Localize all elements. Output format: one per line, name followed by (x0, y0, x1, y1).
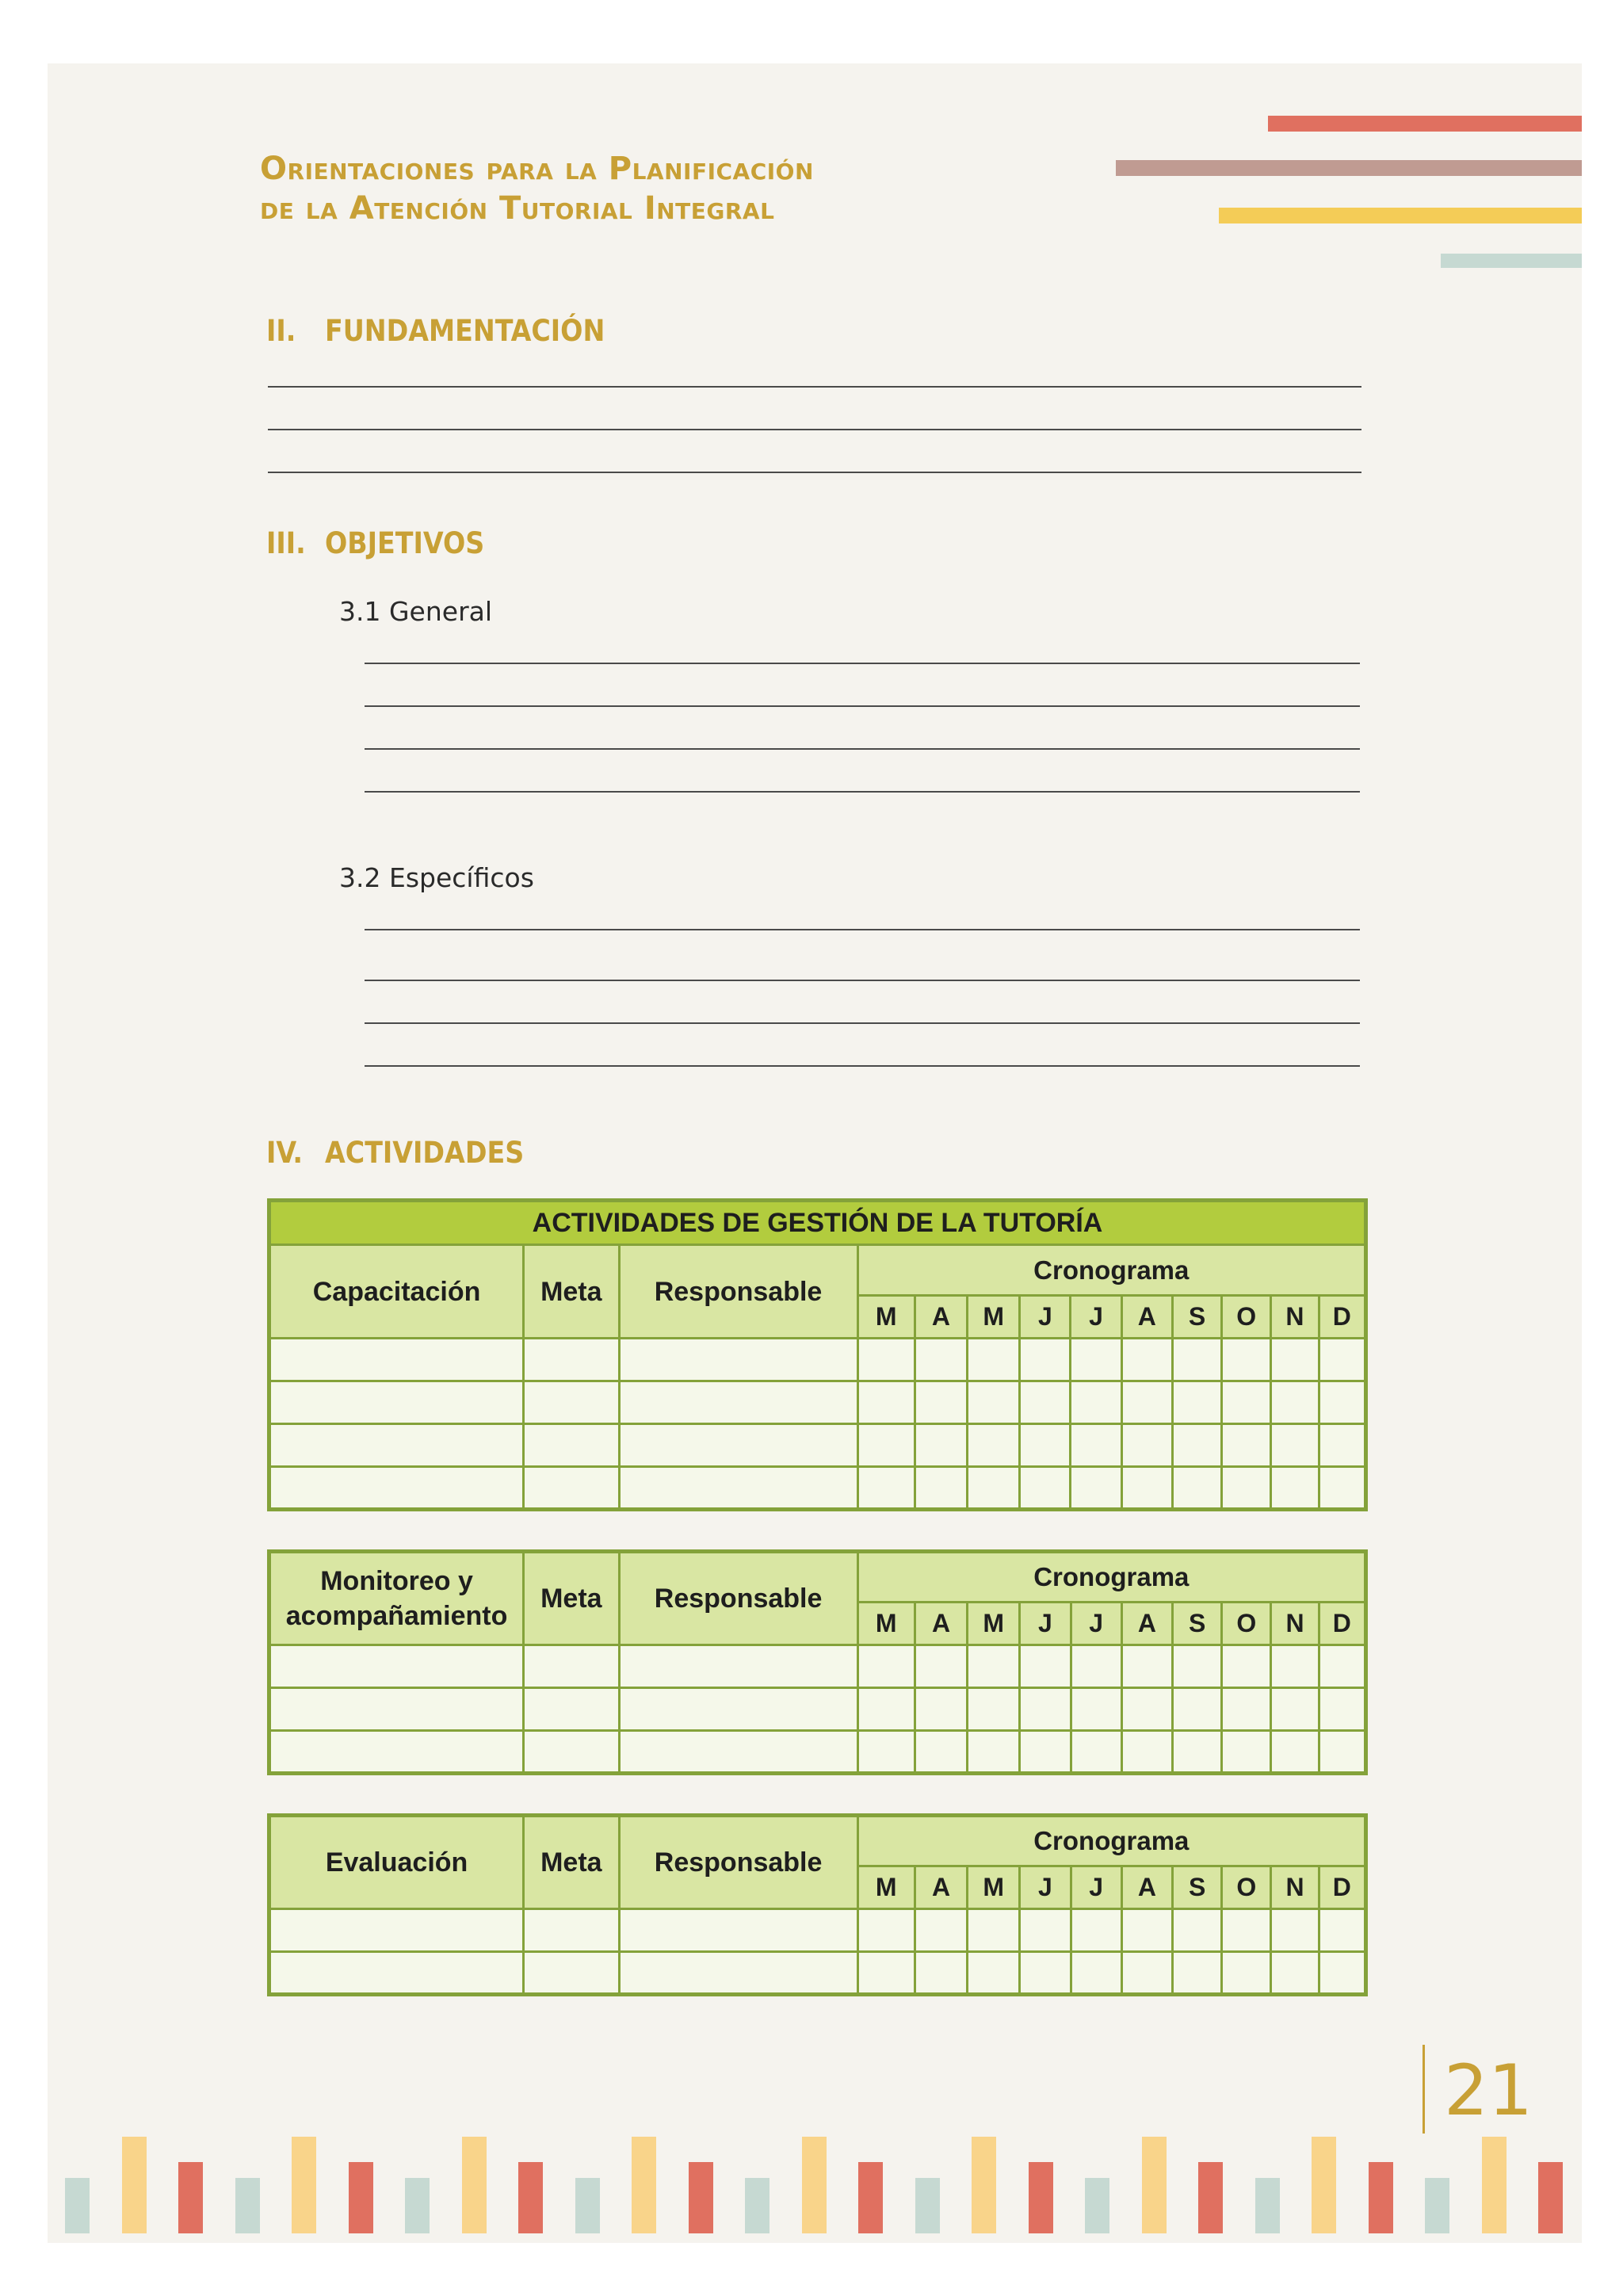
category-header: Evaluación (269, 1816, 524, 1909)
decor-bar (405, 2178, 430, 2233)
table-cell[interactable] (1319, 1909, 1365, 1952)
table-cell[interactable] (1319, 1381, 1365, 1424)
table-cell[interactable] (1071, 1381, 1121, 1424)
table-cell[interactable] (1121, 1467, 1172, 1510)
page-number-divider (1423, 2045, 1425, 2134)
decor-bar (745, 2178, 769, 2233)
table-cell[interactable] (269, 1467, 524, 1510)
table-cell[interactable] (1271, 1339, 1319, 1381)
table-cell[interactable] (269, 1909, 524, 1952)
table-cell[interactable] (968, 1688, 1020, 1731)
table-cell[interactable] (1173, 1645, 1222, 1688)
month-header: O (1222, 1866, 1271, 1909)
table-cell[interactable] (968, 1339, 1020, 1381)
table-cell[interactable] (915, 1339, 967, 1381)
table-cell[interactable] (1020, 1381, 1071, 1424)
table-cell[interactable] (1222, 1688, 1271, 1731)
month-header: A (1121, 1603, 1172, 1645)
table-cell[interactable] (915, 1688, 967, 1731)
table-cell[interactable] (857, 1467, 915, 1510)
table-row (269, 1909, 1366, 1952)
activity-table (267, 1549, 1368, 1775)
table-cell[interactable] (1271, 1424, 1319, 1467)
decor-bar (122, 2137, 147, 2233)
month-header: M (968, 1866, 1020, 1909)
table-cell[interactable] (857, 1731, 915, 1774)
decor-bar (1142, 2137, 1167, 2233)
table-cell[interactable] (857, 1381, 915, 1424)
table-cell[interactable] (857, 1645, 915, 1688)
table-cell[interactable] (968, 1467, 1020, 1510)
month-header: M (857, 1603, 915, 1645)
table-row (269, 1467, 1366, 1510)
table-cell[interactable] (619, 1381, 857, 1424)
table-cell[interactable] (1071, 1645, 1121, 1688)
table-cell[interactable] (1173, 1688, 1222, 1731)
decor-bar (1085, 2178, 1109, 2233)
table-cell[interactable] (1319, 1952, 1365, 1995)
decor-bar-coral (1268, 116, 1582, 132)
table-cell[interactable] (968, 1731, 1020, 1774)
writing-line[interactable] (268, 386, 1361, 388)
table-cell[interactable] (619, 1645, 857, 1688)
table-cell[interactable] (1173, 1909, 1222, 1952)
month-header: J (1071, 1603, 1121, 1645)
table-cell[interactable] (1319, 1731, 1365, 1774)
table-cell[interactable] (1222, 1952, 1271, 1995)
table-cell[interactable] (524, 1645, 619, 1688)
writing-line[interactable] (365, 663, 1360, 664)
table-cell[interactable] (619, 1731, 857, 1774)
table-cell[interactable] (1222, 1645, 1271, 1688)
table-cell[interactable] (619, 1467, 857, 1510)
month-header: J (1020, 1603, 1071, 1645)
decor-bar (65, 2178, 90, 2233)
cronograma-header: Cronograma (857, 1552, 1365, 1603)
decor-bar (1425, 2178, 1449, 2233)
table-cell[interactable] (1020, 1952, 1071, 1995)
writing-line[interactable] (365, 1065, 1360, 1067)
table-cell[interactable] (1071, 1909, 1121, 1952)
month-header: M (968, 1603, 1020, 1645)
month-header: N (1271, 1866, 1319, 1909)
table-cell[interactable] (1071, 1467, 1121, 1510)
table-cell[interactable] (915, 1731, 967, 1774)
table-cell[interactable] (857, 1952, 915, 1995)
table-cell[interactable] (1020, 1909, 1071, 1952)
table-cell[interactable] (968, 1424, 1020, 1467)
table-cell[interactable] (1222, 1467, 1271, 1510)
table-cell[interactable] (269, 1731, 524, 1774)
table-cell[interactable] (1173, 1952, 1222, 1995)
table-cell[interactable] (619, 1909, 857, 1952)
writing-line[interactable] (365, 929, 1360, 930)
table-cell[interactable] (524, 1688, 619, 1731)
table-cell[interactable] (1020, 1688, 1071, 1731)
table-cell[interactable] (619, 1688, 857, 1731)
decor-bar (518, 2162, 543, 2233)
table-cell[interactable] (269, 1688, 524, 1731)
decor-bar (1255, 2178, 1280, 2233)
decor-bar (462, 2137, 487, 2233)
table-cell[interactable] (269, 1952, 524, 1995)
decor-bar (1482, 2137, 1507, 2233)
table-cell[interactable] (1121, 1339, 1172, 1381)
cronograma-header: Cronograma (857, 1816, 1365, 1866)
responsable-header: Responsable (619, 1552, 857, 1645)
table-cell[interactable] (1121, 1731, 1172, 1774)
table-cell[interactable] (1172, 1339, 1221, 1381)
responsable-header: Responsable (619, 1816, 857, 1909)
table-cell[interactable] (524, 1339, 619, 1381)
writing-line[interactable] (365, 980, 1360, 981)
table-cell[interactable] (1071, 1952, 1121, 1995)
month-header: O (1222, 1296, 1271, 1339)
decor-bar (915, 2178, 940, 2233)
month-header: S (1173, 1866, 1222, 1909)
table-cell[interactable] (1020, 1339, 1071, 1381)
month-header: S (1173, 1603, 1222, 1645)
table-row (269, 1952, 1366, 1995)
table-cell[interactable] (1271, 1909, 1319, 1952)
table-cell[interactable] (1172, 1424, 1221, 1467)
decor-bar (1538, 2162, 1563, 2233)
table-cell[interactable] (1271, 1731, 1319, 1774)
section-heading-objetivos: III. OBJETIVOS (266, 526, 485, 560)
month-header: A (915, 1866, 967, 1909)
writing-line[interactable] (365, 1022, 1360, 1024)
table-cell[interactable] (1020, 1467, 1071, 1510)
table-cell[interactable] (619, 1424, 857, 1467)
table-row (269, 1424, 1366, 1467)
month-header: N (1271, 1603, 1319, 1645)
month-header: S (1172, 1296, 1221, 1339)
table-cell[interactable] (1271, 1952, 1319, 1995)
table-cell[interactable] (968, 1952, 1020, 1995)
table-cell[interactable] (1121, 1952, 1172, 1995)
table-cell[interactable] (915, 1424, 967, 1467)
month-header: O (1222, 1603, 1271, 1645)
decor-bar (1198, 2162, 1223, 2233)
table-cell[interactable] (524, 1467, 619, 1510)
table-cell[interactable] (1121, 1424, 1172, 1467)
document-title-line1: Orientaciones para la Planificación (260, 151, 814, 187)
table-cell[interactable] (1121, 1909, 1172, 1952)
table-cell[interactable] (1121, 1381, 1172, 1424)
table-cell[interactable] (1071, 1731, 1121, 1774)
writing-line[interactable] (268, 429, 1361, 430)
month-header: J (1020, 1866, 1071, 1909)
meta-header: Meta (524, 1245, 619, 1339)
table-cell[interactable] (1271, 1688, 1319, 1731)
decor-bar (689, 2162, 713, 2233)
decor-bar (802, 2137, 827, 2233)
table-cell[interactable] (269, 1645, 524, 1688)
month-header: J (1071, 1866, 1121, 1909)
document-title-line2: de la Atención Tutorial Integral (260, 190, 775, 227)
month-header: A (1121, 1296, 1172, 1339)
decor-bar (349, 2162, 373, 2233)
writing-line[interactable] (365, 748, 1360, 750)
writing-line[interactable] (268, 472, 1361, 473)
meta-header: Meta (524, 1816, 619, 1909)
category-header: Monitoreo y acompañamiento (269, 1552, 524, 1645)
table-title: ACTIVIDADES DE GESTIÓN DE LA TUTORÍA (269, 1201, 1366, 1245)
table-cell[interactable] (1319, 1688, 1365, 1731)
table-cell[interactable] (968, 1909, 1020, 1952)
decor-bar (972, 2137, 996, 2233)
table-cell[interactable] (524, 1424, 619, 1467)
table-cell[interactable] (1319, 1339, 1365, 1381)
month-header: A (1121, 1866, 1172, 1909)
table-cell[interactable] (524, 1909, 619, 1952)
table-row (269, 1645, 1366, 1688)
table-cell[interactable] (915, 1467, 967, 1510)
month-header: J (1020, 1296, 1071, 1339)
decor-bar (292, 2137, 316, 2233)
subheading-especificos: 3.2 Específicos (339, 862, 534, 893)
decor-bar-yellow (1219, 208, 1582, 223)
month-header: M (857, 1866, 915, 1909)
table-cell[interactable] (915, 1952, 967, 1995)
table-cell[interactable] (857, 1688, 915, 1731)
table-cell[interactable] (1222, 1909, 1271, 1952)
section-heading-actividades: IV. ACTIVIDADES (266, 1136, 525, 1170)
table-cell[interactable] (915, 1645, 967, 1688)
decor-bar (575, 2178, 600, 2233)
decor-bar (1029, 2162, 1053, 2233)
table-row (269, 1731, 1366, 1774)
table-cell[interactable] (1222, 1339, 1271, 1381)
table-cell[interactable] (1271, 1467, 1319, 1510)
table-cell[interactable] (524, 1731, 619, 1774)
writing-line[interactable] (365, 791, 1360, 793)
table-cell[interactable] (1071, 1688, 1121, 1731)
table-cell[interactable] (1173, 1731, 1222, 1774)
month-header: D (1319, 1866, 1365, 1909)
decor-bar (1369, 2162, 1393, 2233)
section-heading-fundamentacion: II. FUNDAMENTACIÓN (266, 314, 605, 348)
table-cell[interactable] (1071, 1339, 1121, 1381)
decor-bar-mauve (1116, 160, 1582, 176)
month-header: A (915, 1603, 967, 1645)
table-cell[interactable] (1172, 1467, 1221, 1510)
decor-bar (858, 2162, 883, 2233)
month-header: D (1319, 1603, 1365, 1645)
decor-bar-sage (1441, 254, 1582, 268)
decor-bar (632, 2137, 656, 2233)
table-cell[interactable] (269, 1339, 524, 1381)
table-cell[interactable] (524, 1381, 619, 1424)
decor-bar (178, 2162, 203, 2233)
table-cell[interactable] (1020, 1731, 1071, 1774)
decor-bar (235, 2178, 260, 2233)
table-cell[interactable] (269, 1424, 524, 1467)
table-cell[interactable] (968, 1645, 1020, 1688)
table-cell[interactable] (1271, 1381, 1319, 1424)
meta-header: Meta (524, 1552, 619, 1645)
table-cell[interactable] (1222, 1424, 1271, 1467)
table-cell[interactable] (1222, 1381, 1271, 1424)
responsable-header: Responsable (619, 1245, 857, 1339)
table-cell[interactable] (1020, 1424, 1071, 1467)
table-cell[interactable] (1319, 1424, 1365, 1467)
activity-table (267, 1198, 1368, 1511)
table-row (269, 1381, 1366, 1424)
table-row (269, 1339, 1366, 1381)
table-cell[interactable] (968, 1381, 1020, 1424)
table-cell[interactable] (1071, 1424, 1121, 1467)
table-cell[interactable] (857, 1424, 915, 1467)
cronograma-header: Cronograma (857, 1245, 1365, 1296)
table-cell[interactable] (915, 1381, 967, 1424)
table-cell[interactable] (619, 1952, 857, 1995)
table-cell[interactable] (1222, 1731, 1271, 1774)
month-header: M (857, 1296, 915, 1339)
table-cell[interactable] (1271, 1645, 1319, 1688)
decor-bar (1312, 2137, 1336, 2233)
subheading-general: 3.1 General (339, 596, 493, 627)
table-cell[interactable] (1319, 1645, 1365, 1688)
activity-table (267, 1813, 1368, 1996)
table-cell[interactable] (524, 1952, 619, 1995)
table-cell[interactable] (1121, 1688, 1172, 1731)
table-cell[interactable] (1020, 1645, 1071, 1688)
month-header: D (1319, 1296, 1365, 1339)
month-header: M (968, 1296, 1020, 1339)
page-number: 21 (1444, 2050, 1533, 2131)
table-cell[interactable] (1319, 1467, 1365, 1510)
table-cell[interactable] (619, 1339, 857, 1381)
table-cell[interactable] (857, 1339, 915, 1381)
table-cell[interactable] (857, 1909, 915, 1952)
writing-line[interactable] (365, 705, 1360, 707)
category-header: Capacitación (269, 1245, 524, 1339)
month-header: A (915, 1296, 967, 1339)
month-header: N (1271, 1296, 1319, 1339)
month-header: J (1071, 1296, 1121, 1339)
table-cell[interactable] (1121, 1645, 1172, 1688)
table-cell[interactable] (269, 1381, 524, 1424)
table-row (269, 1688, 1366, 1731)
document-title (260, 149, 814, 228)
table-cell[interactable] (1172, 1381, 1221, 1424)
table-cell[interactable] (915, 1909, 967, 1952)
